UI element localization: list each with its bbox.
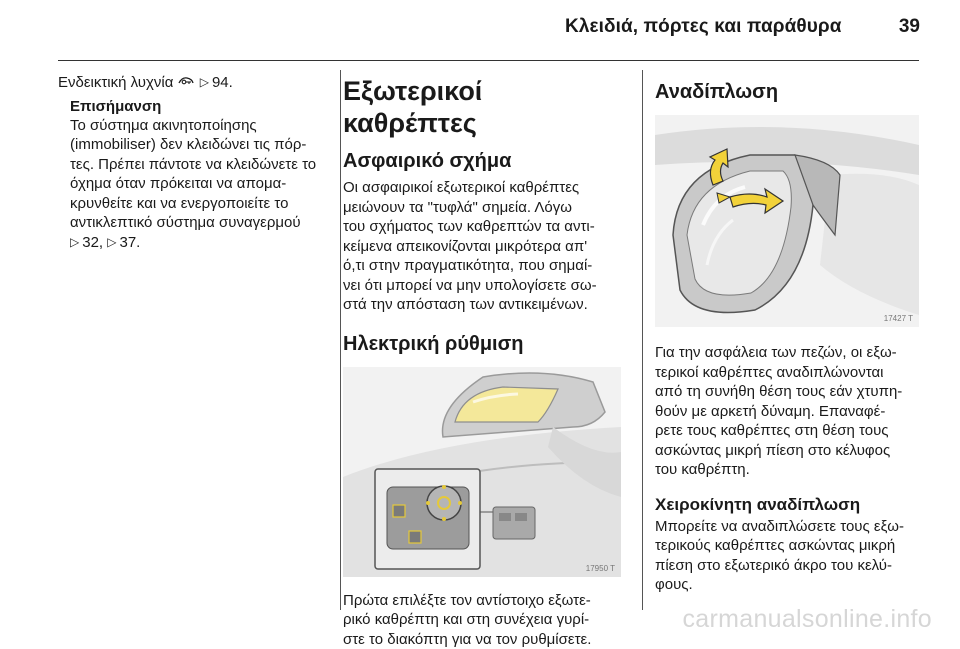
folding-line: του καθρέπτη. (655, 460, 923, 480)
convex-line: Οι ασφαιρικοί εξωτερικοί καθρέπτες (343, 178, 623, 198)
note-block (70, 98, 330, 254)
indicator-reference (58, 73, 330, 94)
page-number: 39 (899, 16, 920, 38)
watermark: carmanualsonline.info (682, 605, 932, 634)
folding-line: από τη συνήθη θέση τους εάν χτυπη- (655, 382, 923, 402)
convex-line: μειώνουν τα "τυφλά" σημεία. Λόγω (343, 198, 623, 218)
note-page-ref-1[interactable]: 32, (82, 234, 103, 251)
manual-folding-subtitle: Χειροκίνητη αναδίπλωση (655, 494, 923, 516)
note-page-ref-2[interactable]: 37. (120, 234, 141, 251)
folding-figure (655, 115, 919, 327)
section-title: Εξωτερικοί καθρέπτες (343, 75, 623, 139)
column-divider-2 (642, 70, 643, 610)
figure-code-17950: 17950 T (586, 564, 615, 573)
mirror-folding-illustration (655, 115, 919, 327)
convex-line: ό,τι στην πραγματικότητα, που σημαί- (343, 256, 623, 276)
folding-line: θούν με αρκετή δύναμη. Επαναφέ- (655, 402, 923, 422)
column-right (655, 66, 923, 595)
electric-adjust-figure (343, 367, 621, 577)
indicator-reference-label: Ενδεικτική λυχνία (58, 74, 173, 91)
electric-line: Πρώτα επιλέξτε τον αντίστοιχο εξωτε- (343, 591, 623, 611)
convex-line: του σχήματος των καθρεπτών τα αντι- (343, 217, 623, 237)
note-heading: Επισήμανση (70, 98, 330, 116)
manual-line: τερικούς καθρέπτες ασκώντας μικρή (655, 536, 923, 556)
electric-paragraph (343, 591, 623, 649)
folding-line: τερικοί καθρέπτες αναδιπλώνονται (655, 363, 923, 383)
folding-paragraph (655, 343, 923, 480)
column-middle (343, 66, 623, 649)
folding-line: Για την ασφάλεια των πεζών, οι εξω- (655, 343, 923, 363)
electric-subtitle: Ηλεκτρική ρύθμιση (343, 331, 623, 357)
note-line: τες. Πρέπει πάντοτε να κλειδώνετε το (70, 155, 330, 175)
note-line: αντικλεπτικό σύστημα συναγερμού (70, 213, 330, 233)
electric-line: ρικό καθρέπτη και στη συνέχεια γυρί- (343, 610, 623, 630)
mirror-switch-illustration (343, 367, 621, 577)
convex-line: κείμενα απεικονίζονται μικρότερα απ' (343, 237, 623, 257)
convex-paragraph (343, 178, 623, 315)
folding-line: ασκώντας μικρή πίεση στο κέλυφος (655, 441, 923, 461)
manual-paragraph (655, 517, 923, 595)
convex-line: στά την απόσταση των αντικειμένων. (343, 295, 623, 315)
manual-line: φους. (655, 575, 923, 595)
page-ref-arrow-icon: ▷ (200, 73, 209, 93)
convex-line: νει ότι μπορεί να μην υπολογίσετε σω- (343, 276, 623, 296)
note-line: κρυνθείτε και να ενεργοποιείτε το (70, 194, 330, 214)
page-header-title: Κλειδιά, πόρτες και παράθυρα (565, 16, 842, 38)
page-ref-arrow-icon: ▷ (107, 233, 116, 253)
immobiliser-lamp-icon-svg (178, 75, 196, 87)
note-line: Το σύστημα ακινητοποίησης (70, 116, 330, 136)
note-line: όχημα όταν πρόκειται να απομα- (70, 174, 330, 194)
column-divider-1 (340, 70, 341, 610)
note-line: (immobiliser) δεν κλειδώνει τις πόρ- (70, 135, 330, 155)
convex-subtitle: Ασφαιρικό σχήμα (343, 148, 623, 174)
column-left (58, 66, 330, 253)
folding-subtitle: Αναδίπλωση (655, 79, 923, 105)
note-page-refs (70, 233, 330, 254)
header-divider (58, 60, 919, 61)
folding-line: ρετε τους καθρέπτες στη θέση τους (655, 421, 923, 441)
indicator-page-ref[interactable]: 94. (212, 74, 233, 91)
manual-line: πίεση στο εξωτερικό άκρο του κελύ- (655, 556, 923, 576)
immobiliser-lamp-icon (178, 73, 196, 93)
figure-code-17427: 17427 T (884, 314, 913, 323)
page-ref-arrow-icon: ▷ (70, 233, 79, 253)
electric-line: στε το διακόπτη για να τον ρυθμίσετε. (343, 630, 623, 649)
manual-line: Μπορείτε να αναδιπλώσετε τους εξω- (655, 517, 923, 537)
